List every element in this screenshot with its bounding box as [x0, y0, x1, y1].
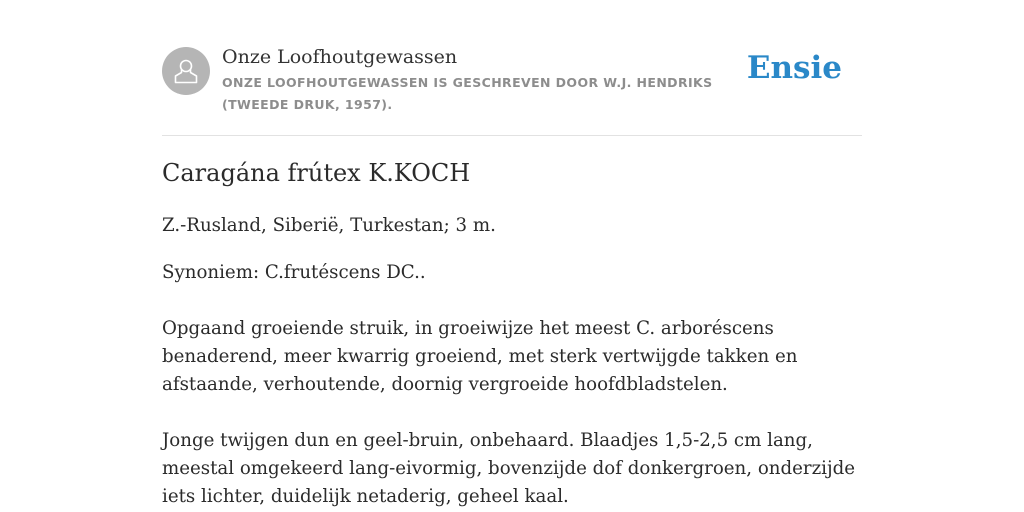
page — [162, 0, 862, 512]
source-title-link[interactable]: Onze Loofhoutgewassen — [222, 46, 458, 68]
entry-paragraph-twigs: Jonge twijgen dun en geel-bruin, onbehaard. Blaadjes 1,5-2,5 cm lang, meestal omgekeerd lang-eivormig, bovenzijde dof donkergroen, onderzijde iets lichter, duidelijk netaderig, geheel kaal. — [162, 430, 856, 507]
source-description: ONZE LOOFHOUTGEWASSEN IS GESCHREVEN DOOR W.J. HENDRIKS (TWEEDE DRUK, 1957). — [222, 75, 713, 112]
entry-title: Caragána frútex K.KOCH — [162, 159, 471, 187]
user-icon — [173, 57, 199, 85]
avatar — [162, 47, 210, 95]
source-header — [162, 0, 862, 136]
ensie-logo[interactable]: Ensie — [746, 50, 842, 86]
entry-paragraph-distribution: Z.-Rusland, Siberië, Turkestan; 3 m. — [162, 215, 496, 236]
entry-paragraph-synonym: Synoniem: C.frutéscens DC.. — [162, 262, 426, 283]
entry-paragraph-growth: Opgaand groeiende struik, in groeiwijze het meest C. arboréscens benaderend, meer kwarrig groeiend, met sterk vertwijgde takken en afstaande, verhoutende, doornig vergroeide hoofdbladstelen. — [162, 318, 798, 395]
